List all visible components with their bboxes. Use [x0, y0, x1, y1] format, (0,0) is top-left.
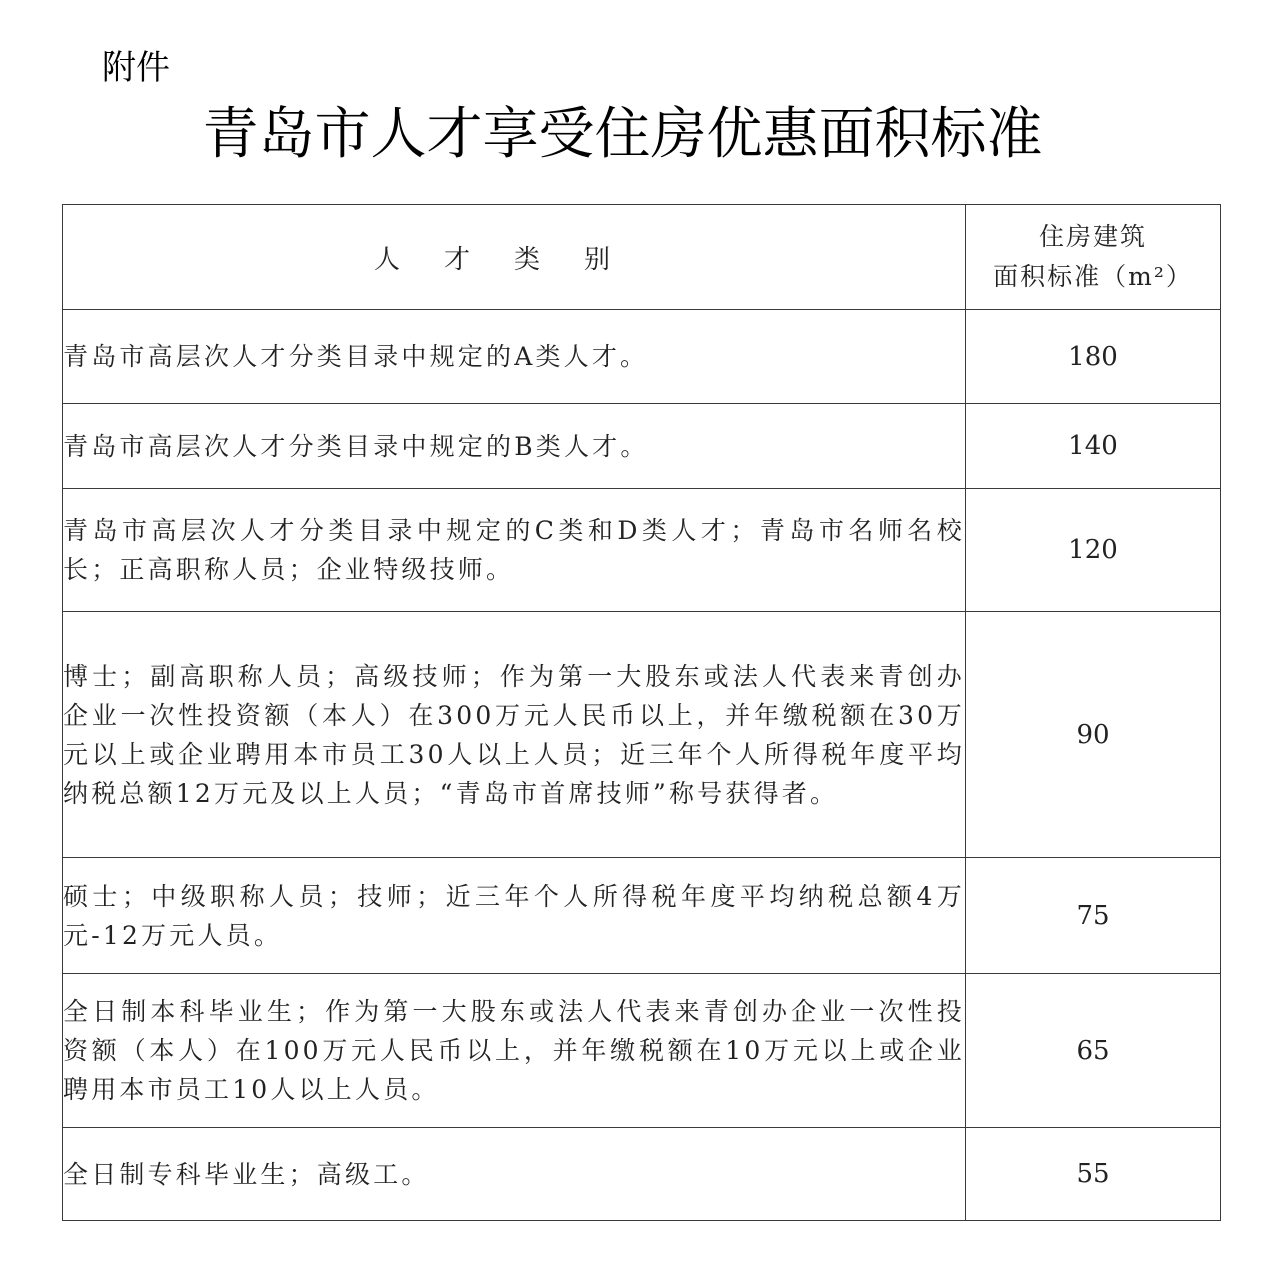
area-standard-cell: 90	[966, 612, 1221, 858]
area-standard-cell: 65	[966, 974, 1221, 1128]
table-header-row	[63, 205, 1221, 310]
area-standard-cell: 120	[966, 489, 1221, 612]
area-standard-cell: 180	[966, 310, 1221, 404]
area-standard-cell: 55	[966, 1128, 1221, 1221]
table-row	[63, 404, 1221, 489]
table-row	[63, 974, 1221, 1128]
talent-category-cell: 青岛市高层次人才分类目录中规定的C类和D类人才；青岛市名师名校长；正高职称人员；企业特级技师。	[63, 489, 966, 612]
area-standard-cell: 75	[966, 858, 1221, 974]
housing-area-standards-table	[62, 204, 1221, 1221]
talent-category-cell: 全日制本科毕业生；作为第一大股东或法人代表来青创办企业一次性投资额（本人）在100万元人民币以上，并年缴税额在10万元以上或企业聘用本市员工10人以上人员。	[63, 974, 966, 1128]
talent-category-cell: 青岛市高层次人才分类目录中规定的A类人才。	[63, 310, 966, 404]
header-housing-area	[966, 205, 1221, 310]
header-area-line2: 面积标准（m²）	[993, 262, 1193, 291]
talent-category-cell: 博士；副高职称人员；高级技师；作为第一大股东或法人代表来青创办企业一次性投资额（本人）在300万元人民币以上，并年缴税额在30万元以上或企业聘用本市员工30人以上人员；近三年个人所得税年度平均纳税总额12万元及以上人员；“青岛市首席技师”称号获得者。	[63, 612, 966, 858]
table-row	[63, 858, 1221, 974]
header-area-line1: 住房建筑	[1038, 222, 1147, 251]
talent-category-cell: 全日制专科毕业生；高级工。	[63, 1128, 966, 1221]
table-row	[63, 1128, 1221, 1221]
table-row	[63, 612, 1221, 858]
header-talent-category: 人才类别	[63, 205, 966, 310]
area-standard-cell: 140	[966, 404, 1221, 489]
talent-category-cell: 青岛市高层次人才分类目录中规定的B类人才。	[63, 404, 966, 489]
attachment-label: 附件	[102, 48, 170, 88]
talent-category-cell: 硕士；中级职称人员；技师；近三年个人所得税年度平均纳税总额4万元-12万元人员。	[63, 858, 966, 974]
document-title: 青岛市人才享受住房优惠面积标准	[202, 102, 1043, 167]
table-row	[63, 489, 1221, 612]
table-row	[63, 310, 1221, 404]
